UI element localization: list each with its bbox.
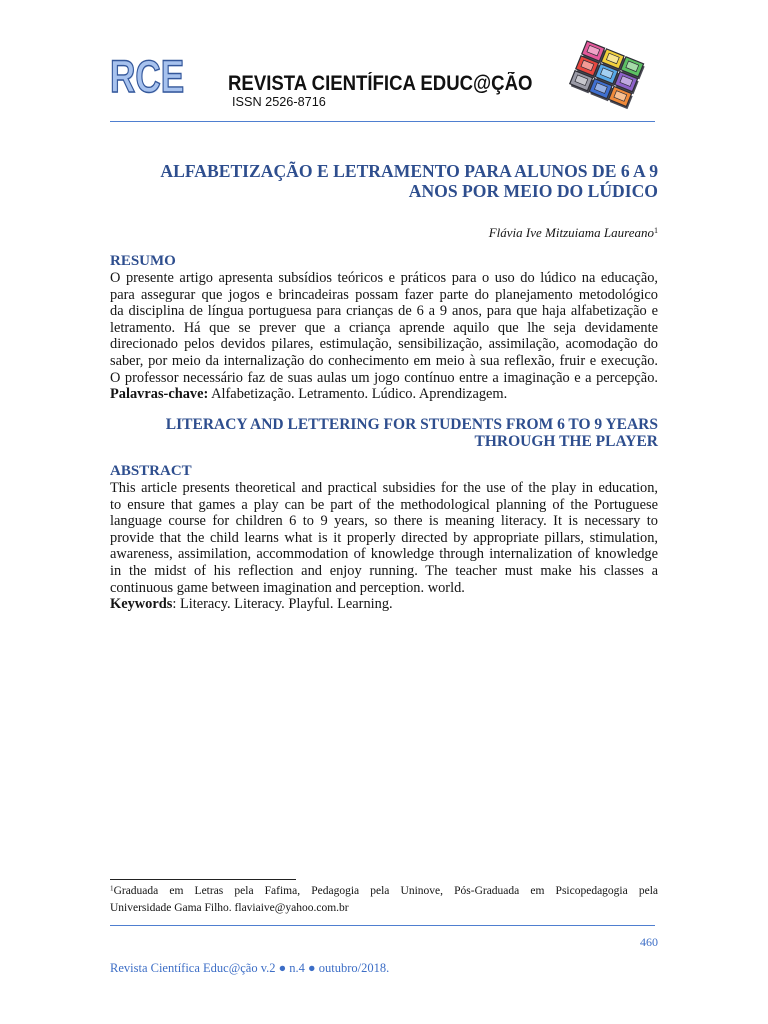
article-title-en: [110, 416, 658, 450]
rce-logo: RCE: [110, 51, 185, 102]
author-footnote-mark: 1: [653, 225, 658, 235]
title-en-line: THROUGH THE PLAYER: [474, 432, 658, 450]
resumo-line: da disciplina de língua portuguesa para crianças de 6 a 9 anos, para que haja alfabetização e: [110, 303, 658, 320]
abstract-line: in the midst of his reflection and enjoy running. The teacher must make his classes a: [110, 562, 658, 579]
author-byline: [110, 224, 658, 242]
abstract-line: provide that the child learns what is it properly directed by appropriate pillars, stimulation,: [110, 529, 658, 546]
resumo-line: letramento. Há que se prever que a criança aprende aquilo que lhe seja devidamente: [110, 319, 658, 336]
footnote-text: Graduada em Letras pela Fafima, Pedagogia pela Uninove, Pós-Graduada em Psicopedagogia pela: [113, 884, 658, 897]
footnote-line: Universidade Gama Filho. flaviaive@yahoo.com.br: [110, 901, 349, 914]
footnote-rule: [110, 879, 296, 880]
books-stack-icon: [566, 38, 662, 112]
header-rule: [110, 121, 655, 122]
author-name: Flávia Ive Mitzuiama Laureano: [488, 225, 654, 240]
title-pt-line: ANOS POR MEIO DO LÚDICO: [408, 180, 658, 201]
abstract-line: continuous game between imagination and perception. world.: [110, 579, 465, 596]
resumo-line: saber, por meio da internalização do conhecimento em meio à sua reflexão, fruir e execução.: [110, 352, 658, 369]
footnote: [110, 883, 658, 917]
keywords-pt-line: [110, 386, 658, 403]
resumo-line: O professor necessário faz de suas aulas um jogo contínuo entre a imaginação e a percepção.: [110, 369, 658, 386]
abstract-line: language course for children 6 to 9 years, so there is meaning literacy. It is necessary to: [110, 513, 658, 530]
resumo-line: direcionado pelos devidos pilares, estimulação, sensibilização, assimilação, acomodação do: [110, 336, 658, 353]
resumo-line: para assegurar que jogos e brincadeiras possam fazer parte do planejamento metodológico: [110, 286, 658, 303]
journal-name: REVISTA CIENTÍFICA EDUC@ÇÃO: [228, 72, 533, 95]
resumo-line: O presente artigo apresenta subsídios teóricos e práticos para o uso do lúdico na educação,: [110, 270, 658, 286]
footnote-line: [110, 883, 658, 900]
resumo-heading: RESUMO: [110, 253, 176, 269]
keywords-en: : Literacy. Literacy. Playful. Learning.: [172, 596, 393, 613]
page-number: 460: [640, 935, 658, 949]
footer-citation: Revista Científica Educ@ção v.2 ● n.4 ● outubro/2018.: [110, 961, 390, 975]
abstract-heading: ABSTRACT: [110, 463, 192, 479]
footnote-mark: 1: [110, 883, 114, 892]
abstract-body: [110, 480, 658, 613]
abstract-line: This article presents theoretical and practical subsidies for the use of the play in education,: [110, 480, 658, 496]
keywords-en-line: [110, 596, 658, 613]
resumo-body: [110, 270, 658, 403]
keywords-en-label: Keywords: [110, 596, 173, 613]
title-en-line: LITERACY AND LETTERING FOR STUDENTS FROM 6 TO 9 YEARS: [165, 415, 658, 433]
footer-rule: [110, 925, 655, 926]
abstract-line: to ensure that games a play can be part of the methodological planning of the Portuguese: [110, 496, 658, 513]
abstract-line: awareness, assimilation, accommodation of knowledge through internalization of knowledge: [110, 546, 658, 563]
article-title-pt: [110, 162, 658, 201]
title-pt-line: ALFABETIZAÇÃO E LETRAMENTO PARA ALUNOS DE 6 A 9: [160, 161, 658, 181]
keywords-pt: Alfabetização. Letramento. Lúdico. Aprendizagem.: [211, 386, 508, 403]
keywords-pt-label: Palavras-chave:: [110, 386, 209, 403]
issn-label: ISSN 2526-8716: [232, 95, 326, 109]
